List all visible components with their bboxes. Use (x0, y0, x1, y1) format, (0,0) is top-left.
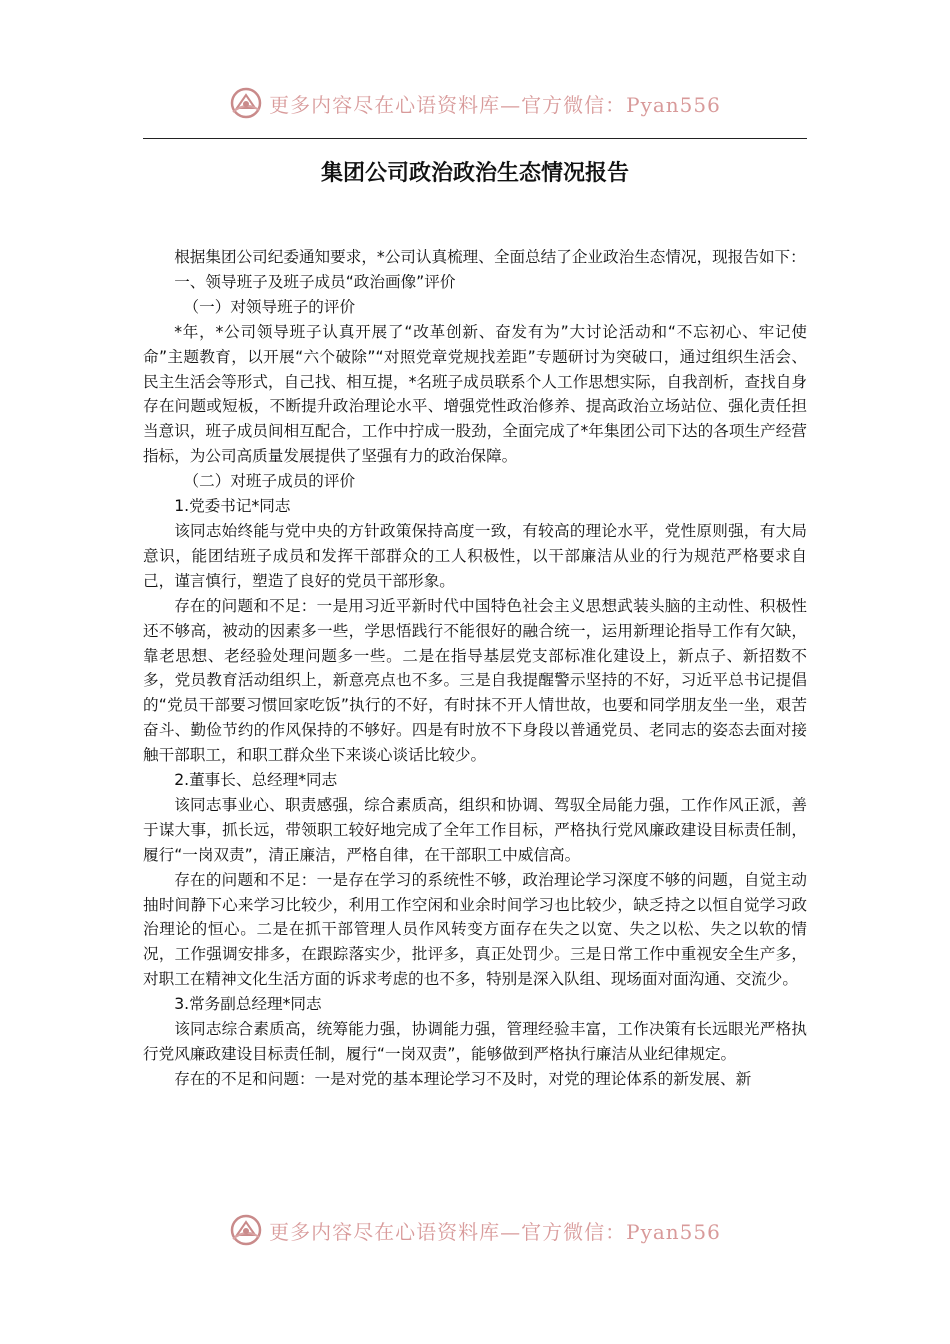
body-paragraph: 该同志综合素质高，统筹能力强，协调能力强，管理经验丰富，工作决策有长远眼光严格执行党风廉政建设目标责任制，履行“一岗双责”，能够做到严格执行廉洁从业纪律规定。 (143, 1020, 807, 1063)
subsection-heading: （一）对领导班子的评价 (183, 297, 356, 316)
footer-banner (0, 1210, 950, 1250)
member-heading: 1.党委书记*同志 (174, 497, 291, 516)
document-title: 集团公司政治政治生态情况报告 (320, 161, 629, 186)
footer-banner-text: 更多内容尽在心语资料库—官方微信：Pyan556 (269, 1219, 721, 1244)
body-paragraph: 该同志事业心、职责感强，综合素质高，组织和协调、驾驭全局能力强，工作作风正派，善于谋大事，抓长远，带领职工较好地完成了全年工作目标，严格执行党风廉政建设目标责任制，履行“一岗双责”，清正廉洁，严格自律，在干部职工中威信高。 (143, 795, 807, 864)
body-paragraph: 该同志始终能与党中央的方针政策保持高度一致，有较高的理论水平，党性原则强，有大局意识，能团结班子成员和发挥干部群众的工人积极性，以干部廉洁从业的行为规范严格要求自己，谨言慎行，塑造了良好的党员干部形象。 (143, 521, 807, 590)
brand-logo-icon (229, 1213, 263, 1247)
brand-logo-icon (229, 86, 263, 120)
intro-paragraph: 根据集团公司纪委通知要求，*公司认真梳理、全面总结了企业政治生态情况，现报告如下： (174, 248, 806, 266)
member-heading: 2.董事长、总经理*同志 (174, 771, 338, 790)
member-heading: 3.常务副总经理*同志 (174, 995, 322, 1014)
header-banner-text: 更多内容尽在心语资料库—官方微信：Pyan556 (269, 92, 721, 117)
body-paragraph: 存在的问题和不足：一是用习近平新时代中国特色社会主义思想武装头脑的主动性、积极性还不够高，被动的因素多一些，学思悟践行不能很好的融合统一，运用新理论指导工作有欠缺，靠老思想、老经验处理问题多一些。二是在指导基层党支部标准化建设上，新点子、新招数不多，党员教育活动组织上，新意亮点也不多。三是自我提醒警示坚持的不好，习近平总书记提倡的“党员干部要习惯回家吃饭”执行的不好，有时抹不开人情世故，也要和同学朋友坐一坐，艰苦奋斗、勤俭节约的作风保持的不够好。四是有时放不下身段以普通党员、老同志的姿态去面对接触干部职工，和职工群众坐下来谈心谈话比较少。 (143, 596, 807, 765)
header-banner (0, 83, 950, 123)
section-heading: 一、领导班子及班子成员“政治画像”评价 (174, 272, 456, 291)
body-paragraph: 存在的问题和不足：一是存在学习的系统性不够，政治理论学习深度不够的问题，自觉主动抽时间静下心来学习比较少，利用工作空闲和业余时间学习也比较少，缺乏持之以恒自觉学习政治理论的恒心。二是在抓干部管理人员作风转变方面存在失之以宽、失之以松、失之以软的情况，工作强调安排多，在跟踪落实少，批评多，真正处罚少。三是日常工作中重视安全生产多，对职工在精神文化生活方面的诉求考虑的也不多，特别是深入队组、现场面对面沟通、交流少。 (143, 870, 807, 989)
header-divider (143, 138, 807, 139)
body-paragraph: *年，*公司领导班子认真开展了“改革创新、奋发有为”大讨论活动和“不忘初心、牢记使命”主题教育，以开展“六个破除”“对照党章党规找差距”专题研讨为突破口，通过组织生活会、民主生活会等形式，自己找、相互提，*名班子成员联系个人工作思想实际，自我剖析，查找自身存在问题或短板，不断提升政治理论水平、增强党性政治修养、提高政治立场站位、强化责任担当意识，班子成员间相互配合，工作中拧成一股劲，全面完成了*年集团公司下达的各项生产经营指标，为公司高质量发展提供了坚强有力的政治保障。 (143, 322, 807, 466)
document-body (143, 245, 807, 1092)
subsection-heading: （二）对班子成员的评价 (183, 472, 356, 491)
body-paragraph: 存在的不足和问题：一是对党的基本理论学习不及时，对党的理论体系的新发展、新 (174, 1069, 752, 1088)
